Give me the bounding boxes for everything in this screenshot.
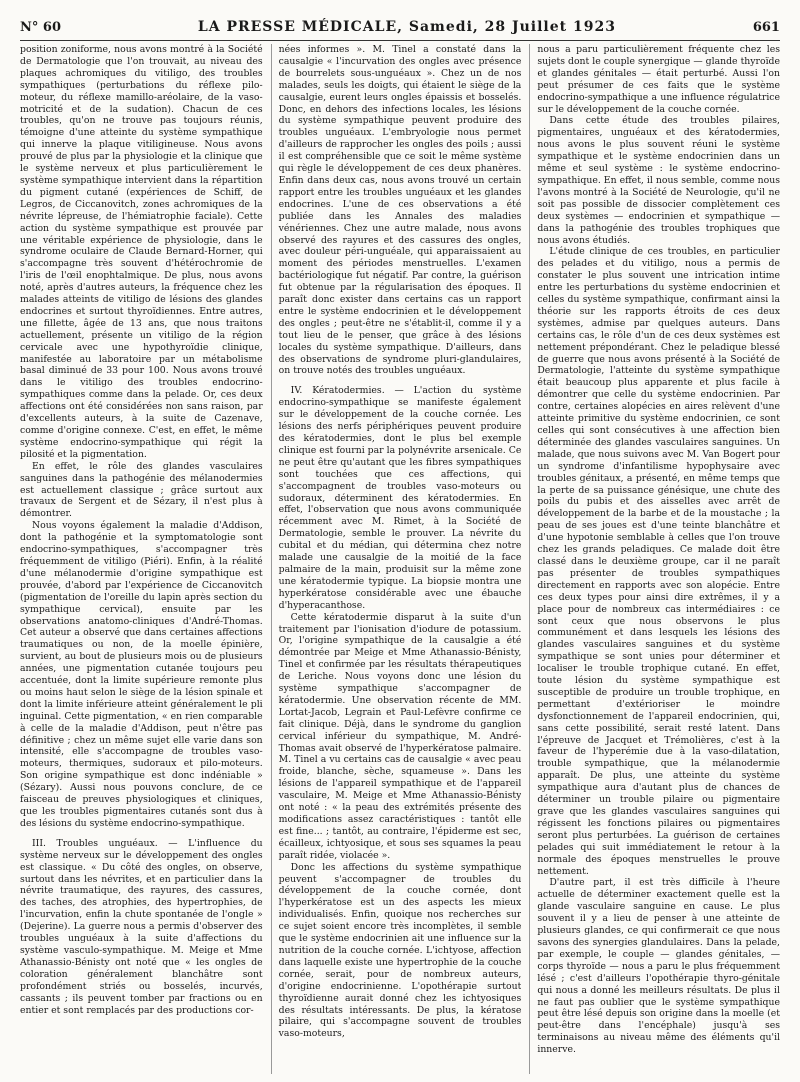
paragraph: D'autre part, il est très difficile à l'heure actuelle de déterminer exactement quelle est la glande vasculaire sanguine en cause. Le plus souvent il y a lieu de penser à une atteinte de plusieurs glandes, ce qui confirmerait ce que nous savons des synergies glandulaires. Dans la pelade, par exemple, le couple — glandes génitales, — corps thyroïde — nous a paru le plus fréquemment lésé ; c'est d'ailleurs l'opothérapie thyro-génitale qui nous a donné les meilleurs résultats. De plus il ne faut pas oublier que le système sympathique peut être lésé depuis son origine dans la moelle (et peut-être dans l'encéphale) jusqu'à ses terminaisons au niveau même des éléments qu'il innerve.	[537, 877, 781, 1056]
section-paragraph: IV. Kératodermies. — L'action du système endocrino-sympathique se manifeste également sur le développement de la couche cornée. Les lésions des nerfs périphériques peuvent produire des kératodermies, dont le plus bel exemple clinique est fourni par la polynévrite arsenicale. Ce ne peut être qu'autant que les fibres sympathiques sont touchées que ces affections, qui s'accompagnent de troubles vaso-moteurs ou sudoraux, déterminent des kératodermies. En effet, l'observation que nous avons communiquée récemment avec M. Rimet, à la Société de Dermatologie, semble le prouver. La névrite du cubital et du médian, qui détermina chez notre malade une causalgie de la moitié de la face palmaire de la main, produisit sur la même zone une kératodermie typique. La biopsie montra une hyperkératose considérable avec une ébauche d'hyperacanthose.	[278, 385, 522, 611]
journal-title: LA PRESSE MÉDICALE, Samedi, 28 Juillet 1923	[197, 19, 616, 35]
section-paragraph: III. Troubles unguéaux. — L'influence du système nerveux sur le développement des ongles est classique. « Du côté des ongles, on observe, surtout dans les névrites, et en particulier dans la névrite traumatique, des rayures, des cassures, des taches, des atrophies, des hypertrophies, de l'incurvation, enfin la chute spontanée de l'ongle » (Dejerine). La guerre nous a permis d'observer des troubles unguéaux à la suite d'affections du système vasculo-sympathique. M. Meige et Mme Athanassio-Bénisty ont noté que « les ongles de coloration généralement blanchâtre sont profondément striés ou bosselés, incurvés, cassants ; ils peuvent tomber par fractions ou en entier et sont remplacés par des productions cor-	[20, 837, 263, 1016]
page-header	[20, 14, 780, 41]
column-1	[20, 44, 263, 1074]
paragraph: Donc les affections du système sympathique peuvent s'accompagner de troubles du développement de la couche cornée, dont l'hyperkératose est un des aspects les mieux individualisés. Enfin, quoique nos recherches sur ce sujet soient encore très incomplètes, il semble que le système endocrinien ait une influence sur la nutrition de la couche cornée. L'ichtyose, affection dans laquelle existe une hypertrophie de la couche cornée, serait, pour de nombreux auteurs, d'origine endocrinienne. L'opothérapie surtout thyroïdienne aurait donné chez les ichtyosiques des résultats intéressants. De plus, la kératose pilaire, qui s'accompagne souvent de troubles vaso-moteurs,	[278, 861, 522, 1040]
column-2	[271, 44, 522, 1074]
issue-number: N° 60	[20, 19, 61, 35]
paragraph: position zoniforme, nous avons montré à la Société de Dermatologie que l'on trouvait, au niveau des plaques achromiques du vitiligo, des troubles sympathiques (perturbations du réflexe pilo-moteur, du réflexe mamillo-aréolaire, de la vaso-motricité et de la sudation). Chacun de ces troubles, qu'on ne trouve pas toujours réunis, témoigne d'une atteinte du système sympathique qui innerve la plaque vitiligineuse. Nous avons prouvé de plus par la physiologie et la clinique que le système nerveux et plus particulièrement le système sympathique intervient dans la répartition du pigment cutané (expériences de Schiff, de Legros, de Ciccanovitch, zones achromiques de la névrite lépreuse, de l'hémiatrophie faciale). Cette action du système sympathique est prouvée par une véritable expérience de physiologie, dans le syndrome oculaire de Claude Bernard-Horner, qui s'accompagne très souvent d'hétérochromie de l'iris de l'œil enophtalmique. De plus, nous avons noté, après d'autres auteurs, la fréquence chez les malades atteints de vitiligo de lésions des glandes endocrines et surtout thyroïdiennes. Entre autres, une fillette, âgée de 13 ans, que nous traitons actuellement, présente un vitiligo de la région cervicale avec une hypothyroïdie clinique, manifestée au laboratoire par un métabolisme basal diminué de 33 pour 100. Nous avons trouvé dans le vitiligo des troubles endocrino-sympathiques comme dans la pelade. Or, ces deux affections ont été considérées non sans raison, par d'excellents auteurs, à la suite de Cazenave, comme d'origine connexe. C'est, en effet, le même système endocrino-sympathique qui régit la pilosité et la pigmentation.	[20, 44, 263, 460]
paragraph: nous a paru particulièrement fréquente chez les sujets dont le couple synergique — glande thyroïde et glandes génitales — était perturbé. Aussi l'on peut présumer de ces faits que le système endocrino-sympathique a une influence régulatrice sur le développement de la couche cornée.	[537, 44, 781, 115]
article-body	[20, 44, 780, 1074]
paragraph: nées informes ». M. Tinel a constaté dans la causalgie « l'incurvation des ongles avec présence de bourrelets sous-unguéaux ». Chez un de nos malades, seuls les doigts, qui étaient le siège de la causalgie, eurent leurs ongles épaissis et bosselés. Donc, en dehors des infections locales, les lésions du système sympathique peuvent produire des troubles unguéaux. L'embryologie nous permet d'ailleurs de rapprocher les ongles des poils ; aussi il est compréhensible que ce soit le même système qui règle le développement de ces deux phanères. Enfin dans deux cas, nous avons trouvé un certain rapport entre les troubles unguéaux et les glandes endocrines. L'une de ces observations a été publiée dans les Annales des maladies vénériennes. Chez une autre malade, nous avons observé des rayures et des cassures des ongles, avec douleur péri-unguéale, qui apparaissaient au moment des périodes menstruelles. L'examen bactériologique fut négatif. Par contre, la guérison fut obtenue par la régularisation des époques. Il paraît donc exister dans certains cas un rapport entre le système endocrinien et le développement des ongles ; peut-être ne s'établit-il, comme il y a tout lieu de le penser, que grâce à des lésions locales du système sympathique. D'ailleurs, dans des observations de syndrome pluri-glandulaires, on trouve notés des troubles unguéaux.	[278, 44, 522, 377]
column-3	[529, 44, 780, 1074]
paragraph: En effet, le rôle des glandes vasculaires sanguines dans la pathogénie des mélanodermies est actuellement classique ; grâce surtout aux travaux de Sergent et de Sézary, il n'est plus à démontrer.	[20, 460, 263, 520]
paragraph: Nous voyons également la maladie d'Addison, dont la pathogénie et la symptomatologie sont endocrino-sympathiques, s'accompagner très fréquemment de vitiligo (Piéri). Enfin, à la réalité d'une mélanodermie d'origine sympathique est prouvée, d'abord par l'expérience de Ciccanovitch (pigmentation de l'oreille du lapin après section du sympathique cervical), ensuite par les observations anatomo-cliniques d'André-Thomas. Cet auteur a observé que dans certaines affections traumatiques ou non, de la moelle épinière, survient, au bout de plusieurs mois ou de plusieurs années, une pigmentation cutanée toujours peu accentuée, dont la limite supérieure remonte plus ou moins haut selon le siège de la lésion spinale et dont la limite inférieure atteint généralement le pli inguinal. Cette pigmentation, « en rien comparable à celle de la maladie d'Addison, peut n'être pas définitive ; chez un même sujet elle varie dans son intensité, elle s'accompagne de troubles vaso-moteurs, thermiques, sudoraux et pilo-moteurs. Son origine sympathique est donc indéniable » (Sézary). Aussi nous pouvons conclure, de ce faisceau de preuves physiologiques et cliniques, que les troubles pigmentaires cutanés sont dus à des lésions du système endocrino-sympathique.	[20, 520, 263, 829]
paragraph: L'étude clinique de ces troubles, en particulier des pelades et du vitiligo, nous a permis de constater le plus souvent une intrication intime entre les perturbations du système endocrinien et celles du système sympathique, confirmant ainsi la théorie sur les rapports étroits de ces deux systèmes, admise par quelques auteurs. Dans certains cas, le rôle d'un de ces deux systèmes est nettement prépondérant. Chez le peladique blessé de guerre que nous avons présenté à la Société de Dermatologie, l'atteinte du système sympathique était beaucoup plus apparente et plus facile à démontrer que celle du système endocrinien. Par contre, certaines alopécies en aires relèvent d'une atteinte primitive du système endocrinien, ce sont celles qui sont consécutives à une affection bien déterminée des glandes vasculaires sanguines. Un malade, que nous suivons avec M. Van Bogert pour un syndrome d'infantilisme hypophysaire avec troubles génitaux, a présenté, en même temps que la perte de sa puissance génésique, une chute des poils du pubis et des aisselles avec arrêt de développement de la barbe et de la moustache ; la peau de ses joues est d'une teinte blanchâtre et d'une hypotonie semblable à celles que l'on trouve chez les grands peladiques. Ce malade doit être classé dans le deuxième groupe, car il ne paraît pas présenter de troubles sympathiques directement en rapports avec son alopécie. Entre ces deux types pour ainsi dire extrêmes, il y a place pour de nombreux cas intermédiaires : ce sont ceux que nous observons le plus communément et dans lesquels les lésions des glandes vasculaires sanguines et du système sympathique se sont unies pour déterminer et localiser le trouble trophique cutané. En effet, toute lésion du système sympathique est susceptible de produire un trouble trophique, en permettant d'extérioriser le moindre dysfonctionnement de l'appareil endocrinien, qui, sans cette possibilité, serait resté latent. Dans l'épreuve de Jacquet et Trémolières, c'est à la faveur de l'hyperémie due à la vaso-dilatation, trouble sympathique, que la mélanodermie apparaît. De plus, une atteinte du système sympathique aura d'autant plus de chances de déterminer un trouble pilaire ou pigmentaire grave que les glandes vasculaires sanguines qui régissent les fonctions pilaires ou pigmentaires seront plus perturbées. La guérison de certaines pelades qui suit immédiatement le retour à la normale des époques menstruelles le prouve nettement.	[537, 246, 781, 877]
page-number: 661	[752, 19, 780, 35]
paragraph: Dans cette étude des troubles pilaires, pigmentaires, unguéaux et des kératodermies, nous avons le plus souvent réuni le système sympathique et le système endocrinien dans un même et seul système : le système endocrino-sympathique. En effet, il nous semble, comme nous l'avons montré à la Société de Neurologie, qu'il ne soit pas possible de dissocier complètement ces deux systèmes — endocrinien et sympathique — dans la pathogénie des troubles trophiques que nous avons étudiés.	[537, 115, 781, 246]
paragraph: Cette kératodermie disparut à la suite d'un traitement par l'ionisation d'iodure de potassium. Or, l'origine sympathique de la causalgie a été démontrée par Meige et Mme Athanassio-Bénisty, Tinel et confirmée par les résultats thérapeutiques de Leriche. Nous voyons donc une lésion du système sympathique s'accompagner de kératodermie. Une observation récente de MM. Lortat-Jacob, Legrain et Paul-Lefèvre confirme ce fait clinique. Déjà, dans le syndrome du ganglion cervical inférieur du sympathique, M. André-Thomas avait observé de l'hyperkératose palmaire. M. Tinel a vu certains cas de causalgie « avec peau froide, blanche, sèche, squameuse ». Dans les lésions de l'appareil sympathique et de l'appareil vasculaire, M. Meige et Mme Athanassio-Bénisty ont noté : « la peau des extrémités présente des modifications assez caractéristiques : tantôt elle est fine... ; tantôt, au contraire, l'épiderme est sec, écailleux, ichtyosique, et sous ses squames la peau paraît ridée, violacée ».	[278, 611, 522, 861]
